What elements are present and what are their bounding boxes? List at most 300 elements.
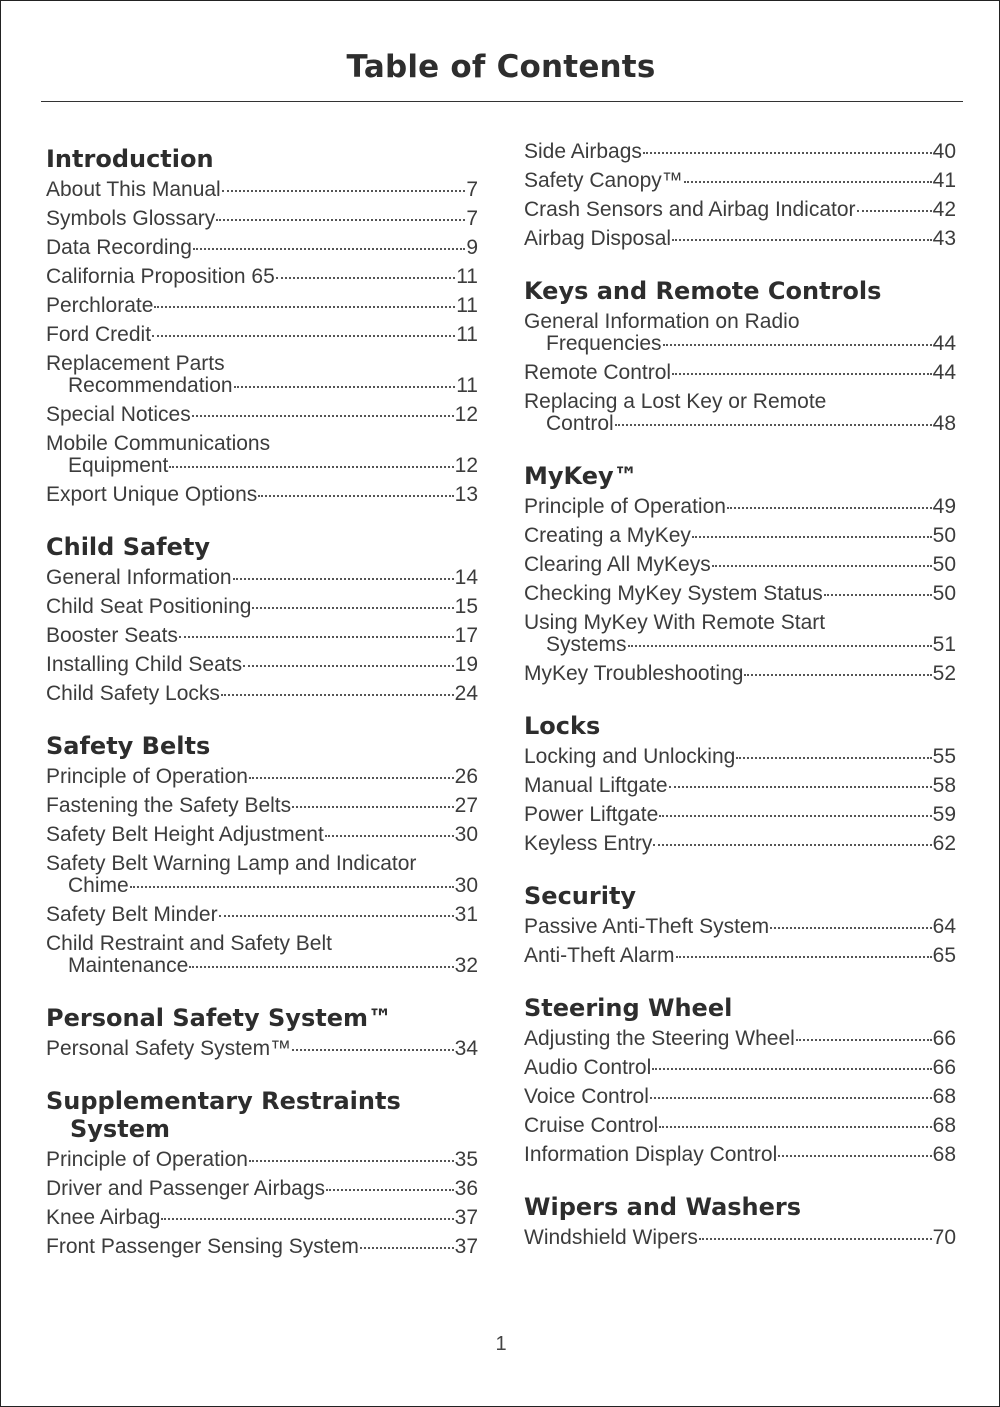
toc-entry-line — [46, 1034, 478, 1063]
toc-entry-label: Crash Sensors and Airbag Indicator — [524, 198, 856, 221]
toc-entry-label: Principle of Operation — [524, 495, 726, 518]
toc-entry[interactable] — [524, 1111, 956, 1140]
section-heading-text: Introduction — [46, 145, 214, 173]
toc-entry-label-continued: Frequencies — [546, 332, 662, 355]
toc-entry-page: 31 — [454, 903, 478, 926]
dot-leader — [692, 536, 932, 538]
toc-entry-line — [524, 358, 956, 387]
section-heading — [46, 1079, 478, 1143]
dot-leader — [796, 1039, 932, 1041]
toc-entry-label: Creating a MyKey — [524, 524, 691, 547]
section-heading — [524, 269, 956, 305]
dot-leader — [234, 386, 456, 388]
section-heading-text: Keys and Remote Controls — [524, 277, 882, 305]
toc-entry[interactable] — [524, 608, 956, 659]
toc-entry[interactable] — [46, 262, 478, 291]
toc-entry-label: Replacing a Lost Key or Remote — [524, 390, 827, 413]
toc-entry-page: 9 — [466, 236, 478, 259]
toc-entry[interactable] — [46, 400, 478, 429]
toc-entry-line — [524, 333, 956, 358]
toc-entry-label: MyKey Troubleshooting — [524, 662, 744, 685]
toc-entry-line — [524, 1024, 956, 1053]
toc-entry-label: Installing Child Seats — [46, 653, 243, 676]
toc-entry[interactable] — [46, 429, 478, 480]
dot-leader — [659, 815, 931, 817]
toc-entry-page: 65 — [932, 944, 956, 967]
dot-leader — [650, 1097, 932, 1099]
toc-entry-label: Audio Control — [524, 1056, 652, 1079]
toc-entry-label: General Information — [46, 566, 232, 589]
toc-entry[interactable] — [524, 358, 956, 387]
toc-entry[interactable] — [524, 195, 956, 224]
dot-leader — [222, 190, 466, 192]
page-title: Table of Contents — [346, 49, 656, 85]
toc-entry-label: Using MyKey With Remote Start — [524, 611, 826, 634]
toc-entry[interactable] — [46, 791, 478, 820]
toc-entry-page: 50 — [932, 553, 956, 576]
toc-entry[interactable] — [524, 521, 956, 550]
toc-entry-label: Driver and Passenger Airbags — [46, 1177, 325, 1200]
section-heading — [46, 525, 478, 561]
toc-entry-label: Child Seat Positioning — [46, 595, 252, 618]
toc-entry-label: Data Recording — [46, 236, 192, 259]
section-heading-text: Security — [524, 882, 637, 910]
toc-entry[interactable] — [524, 307, 956, 358]
dot-leader — [659, 1126, 931, 1128]
section-heading — [46, 724, 478, 760]
toc-entry-label: Locking and Unlocking — [524, 745, 736, 768]
dot-leader — [684, 181, 932, 183]
toc-entry-page: 17 — [454, 624, 478, 647]
toc-entry-line — [524, 800, 956, 829]
toc-entry-label: Mobile Communications — [46, 432, 271, 455]
dot-leader — [221, 694, 454, 696]
toc-entry[interactable] — [524, 1223, 956, 1252]
dot-leader — [744, 674, 931, 676]
dot-leader — [152, 335, 455, 337]
toc-entry-page: 13 — [454, 483, 478, 506]
toc-entry-line — [524, 941, 956, 970]
toc-entry-page: 37 — [454, 1206, 478, 1229]
toc-entry-page: 40 — [932, 140, 956, 163]
toc-entry-label-continued: Equipment — [68, 454, 169, 477]
toc-entry-line — [46, 955, 478, 980]
toc-entry[interactable] — [524, 941, 956, 970]
toc-entry-line — [46, 1174, 478, 1203]
toc-entry-label: Airbag Disposal — [524, 227, 672, 250]
toc-entry-page: 50 — [932, 524, 956, 547]
toc-entry-label: Fastening the Safety Belts — [46, 794, 292, 817]
dot-leader — [643, 152, 932, 154]
toc-entry-page: 59 — [932, 803, 956, 826]
toc-entry-line — [46, 480, 478, 509]
toc-entry-label: Personal Safety System™ — [46, 1037, 292, 1060]
section-heading-text: Locks — [524, 712, 601, 740]
dot-leader — [243, 665, 454, 667]
toc-entry-line — [46, 320, 478, 349]
toc-entry[interactable] — [524, 1082, 956, 1111]
toc-entry-label: Special Notices — [46, 403, 191, 426]
toc-entry-label: Power Liftgate — [524, 803, 659, 826]
toc-section — [524, 269, 956, 438]
toc-entry-label: California Proposition 65 — [46, 265, 275, 288]
toc-entry-line — [524, 137, 956, 166]
toc-entry-line — [524, 166, 956, 195]
dot-leader — [360, 1247, 454, 1249]
toc-entry-page: 66 — [932, 1027, 956, 1050]
toc-entry[interactable] — [46, 621, 478, 650]
toc-entry-line — [524, 1082, 956, 1111]
toc-entry-page: 26 — [454, 765, 478, 788]
toc-entry[interactable] — [524, 829, 956, 858]
section-heading-text: Supplementary Restraints — [46, 1087, 401, 1115]
toc-entry-page: 7 — [466, 207, 478, 230]
dot-leader — [663, 344, 932, 346]
toc-entry-line — [524, 579, 956, 608]
toc-entry-line — [46, 204, 478, 233]
dot-leader — [130, 886, 454, 888]
section-heading — [524, 454, 956, 490]
dot-leader — [676, 956, 932, 958]
toc-entry-line — [46, 875, 478, 900]
toc-entry[interactable] — [524, 1024, 956, 1053]
dot-leader — [699, 1238, 932, 1240]
toc-entry-line — [46, 455, 478, 480]
toc-entry[interactable] — [46, 233, 478, 262]
section-heading — [46, 996, 478, 1032]
dot-leader — [653, 844, 931, 846]
toc-section — [524, 137, 956, 253]
toc-entry-line — [46, 1145, 478, 1174]
toc-entry-label: Principle of Operation — [46, 765, 248, 788]
toc-entry-line — [524, 771, 956, 800]
toc-entry-page: 55 — [932, 745, 956, 768]
toc-entry[interactable] — [46, 1174, 478, 1203]
toc-entry[interactable] — [46, 650, 478, 679]
dot-leader — [652, 1068, 931, 1070]
section-heading-text: Wipers and Washers — [524, 1193, 802, 1221]
toc-entry-page: 32 — [454, 954, 478, 977]
toc-entry-line — [524, 912, 956, 941]
toc-entry-page: 11 — [456, 374, 478, 397]
toc-entry-page: 15 — [454, 595, 478, 618]
dot-leader — [292, 806, 454, 808]
toc-entry-line — [46, 592, 478, 621]
toc-entry-label: Remote Control — [524, 361, 672, 384]
toc-entry-page: 43 — [932, 227, 956, 250]
toc-entry-line — [524, 413, 956, 438]
toc-entry-page: 62 — [932, 832, 956, 855]
toc-entry-line — [46, 262, 478, 291]
toc-entry-line — [524, 1111, 956, 1140]
toc-entry-label-continued: Maintenance — [68, 954, 189, 977]
toc-entry[interactable] — [46, 849, 478, 900]
dot-leader — [824, 594, 932, 596]
toc-section — [46, 137, 478, 509]
toc-entry-label: Ford Credit — [46, 323, 152, 346]
toc-entry-line — [524, 1223, 956, 1252]
section-heading-text: MyKey™ — [524, 462, 638, 490]
toc-entry-page: 12 — [454, 454, 478, 477]
toc-entry[interactable] — [524, 912, 956, 941]
toc-entry-page: 11 — [456, 323, 478, 346]
toc-section — [524, 454, 956, 688]
dot-leader — [193, 248, 465, 250]
toc-section — [524, 874, 956, 970]
toc-entry[interactable] — [524, 800, 956, 829]
toc-entry[interactable] — [46, 1203, 478, 1232]
toc-entry-page: 49 — [932, 495, 956, 518]
toc-entry[interactable] — [46, 349, 478, 400]
toc-entry-page: 42 — [932, 198, 956, 221]
toc-entry-line — [46, 679, 478, 708]
toc-entry-label: Windshield Wipers — [524, 1226, 698, 1249]
toc-entry[interactable] — [524, 659, 956, 688]
toc-entry-page: 11 — [456, 294, 478, 317]
toc-entry-label: About This Manual — [46, 178, 221, 201]
toc-entry-label: Booster Seats — [46, 624, 178, 647]
dot-leader — [189, 966, 453, 968]
toc-entry[interactable] — [46, 592, 478, 621]
toc-entry-page: 30 — [454, 823, 478, 846]
toc-left-column — [46, 137, 478, 1277]
toc-section — [46, 996, 478, 1063]
dot-leader — [857, 210, 932, 212]
toc-entry-label: Anti-Theft Alarm — [524, 944, 675, 967]
toc-entry-label-continued: Systems — [546, 633, 627, 656]
dot-leader — [292, 1049, 454, 1051]
toc-entry-label-continued: Chime — [68, 874, 129, 897]
toc-entry[interactable] — [524, 550, 956, 579]
toc-entry-label: Replacement Parts — [46, 352, 225, 375]
toc-right-column — [524, 137, 956, 1268]
toc-entry-page: 19 — [454, 653, 478, 676]
toc-entry[interactable] — [524, 137, 956, 166]
toc-entry-label: Voice Control — [524, 1085, 649, 1108]
toc-entry-page: 35 — [454, 1148, 478, 1171]
toc-entry[interactable] — [524, 742, 956, 771]
dot-leader — [219, 915, 454, 917]
toc-entry-line — [46, 175, 478, 204]
toc-section — [46, 525, 478, 708]
toc-entry-page: 70 — [932, 1226, 956, 1249]
toc-section — [46, 724, 478, 980]
toc-entry-line — [524, 521, 956, 550]
toc-entry-line — [46, 1203, 478, 1232]
toc-entry[interactable] — [46, 291, 478, 320]
dot-leader — [672, 373, 932, 375]
section-heading — [46, 137, 478, 173]
toc-entry[interactable] — [46, 320, 478, 349]
toc-entry[interactable] — [524, 1053, 956, 1082]
toc-entry-page: 30 — [454, 874, 478, 897]
toc-entry-page: 41 — [932, 169, 956, 192]
toc-entry-page: 64 — [932, 915, 956, 938]
dot-leader — [169, 466, 453, 468]
toc-entry-label: Checking MyKey System Status — [524, 582, 823, 605]
dot-leader — [727, 507, 932, 509]
dot-leader — [276, 277, 455, 279]
toc-section — [524, 704, 956, 858]
toc-entry-page: 36 — [454, 1177, 478, 1200]
toc-entry[interactable] — [46, 900, 478, 929]
toc-entry-line — [46, 762, 478, 791]
toc-entry-line — [46, 900, 478, 929]
toc-entry-page: 52 — [932, 662, 956, 685]
toc-entry-line — [46, 375, 478, 400]
section-heading-text: Steering Wheel — [524, 994, 733, 1022]
toc-entry-line — [524, 195, 956, 224]
toc-entry-line — [524, 829, 956, 858]
toc-entry-label: Clearing All MyKeys — [524, 553, 711, 576]
dot-leader — [325, 835, 454, 837]
toc-entry-label-continued: Recommendation — [68, 374, 233, 397]
toc-entry-label: Safety Belt Minder — [46, 903, 218, 926]
toc-entry-line — [46, 400, 478, 429]
toc-entry[interactable] — [46, 679, 478, 708]
toc-entry-label: Front Passenger Sensing System — [46, 1235, 359, 1258]
toc-entry-label-continued: Control — [546, 412, 614, 435]
section-heading-text: Safety Belts — [46, 732, 211, 760]
toc-entry-label: Export Unique Options — [46, 483, 258, 506]
toc-entry[interactable] — [524, 387, 956, 438]
dot-leader — [326, 1189, 454, 1191]
toc-entry-line — [46, 791, 478, 820]
toc-entry-label: Adjusting the Steering Wheel — [524, 1027, 795, 1050]
toc-entry-page: 14 — [454, 566, 478, 589]
toc-entry-page: 68 — [932, 1143, 956, 1166]
toc-entry-page: 58 — [932, 774, 956, 797]
toc-entry-line — [46, 1232, 478, 1261]
toc-entry-label: Safety Belt Warning Lamp and Indicator — [46, 852, 417, 875]
toc-section — [524, 1185, 956, 1252]
toc-entry-label: Perchlorate — [46, 294, 154, 317]
toc-entry-page: 11 — [456, 265, 478, 288]
dot-leader — [672, 239, 932, 241]
toc-entry[interactable] — [46, 175, 478, 204]
toc-entry-line — [46, 563, 478, 592]
toc-entry[interactable] — [524, 224, 956, 253]
dot-leader — [778, 1155, 931, 1157]
toc-entry-label: Safety Canopy™ — [524, 169, 683, 192]
dot-leader — [249, 777, 454, 779]
toc-entry[interactable] — [46, 1034, 478, 1063]
toc-entry-line — [46, 621, 478, 650]
toc-entry[interactable] — [46, 820, 478, 849]
toc-entry-line — [524, 1140, 956, 1169]
section-heading — [524, 704, 956, 740]
dot-leader — [770, 927, 932, 929]
toc-section — [46, 1079, 478, 1261]
toc-entry-line — [46, 291, 478, 320]
dot-leader — [252, 607, 453, 609]
toc-entry[interactable] — [46, 762, 478, 791]
toc-entry-label: Knee Airbag — [46, 1206, 161, 1229]
toc-entry-page: 48 — [932, 412, 956, 435]
toc-entry-page: 7 — [466, 178, 478, 201]
page-number: 1 — [495, 1333, 507, 1355]
toc-entry-label: Symbols Glossary — [46, 207, 216, 230]
dot-leader — [615, 424, 932, 426]
dot-leader — [712, 565, 932, 567]
toc-entry-page: 27 — [454, 794, 478, 817]
toc-entry-page: 24 — [454, 682, 478, 705]
toc-entry[interactable] — [46, 1145, 478, 1174]
toc-entry-label: Passive Anti-Theft System — [524, 915, 770, 938]
toc-entry-line — [524, 659, 956, 688]
toc-entry-line — [46, 820, 478, 849]
toc-entry-page: 37 — [454, 1235, 478, 1258]
dot-leader — [192, 415, 454, 417]
toc-entry[interactable] — [524, 1140, 956, 1169]
toc-entry-label: Principle of Operation — [46, 1148, 248, 1171]
toc-entry[interactable] — [524, 166, 956, 195]
toc-entry-line — [46, 233, 478, 262]
dot-leader — [258, 495, 453, 497]
toc-entry-label: General Information on Radio — [524, 310, 800, 333]
toc-entry[interactable] — [524, 579, 956, 608]
toc-entry[interactable] — [46, 929, 478, 980]
section-heading — [524, 986, 956, 1022]
section-heading-text: Personal Safety System™ — [46, 1004, 392, 1032]
dot-leader — [669, 786, 932, 788]
toc-entry-page: 51 — [932, 633, 956, 656]
dot-leader — [216, 219, 465, 221]
toc-entry-page: 68 — [932, 1085, 956, 1108]
toc-entry-line — [524, 634, 956, 659]
toc-entry-label: Keyless Entry — [524, 832, 653, 855]
toc-entry-label: Safety Belt Height Adjustment — [46, 823, 324, 846]
title-divider — [41, 101, 963, 102]
toc-section — [524, 986, 956, 1169]
toc-entry-line — [524, 550, 956, 579]
toc-entry-label: Child Safety Locks — [46, 682, 220, 705]
toc-entry-label: Cruise Control — [524, 1114, 659, 1137]
dot-leader — [179, 636, 454, 638]
toc-entry[interactable] — [524, 492, 956, 521]
toc-entry-page: 44 — [932, 361, 956, 384]
toc-entry-page: 50 — [932, 582, 956, 605]
toc-entry-line — [46, 650, 478, 679]
dot-leader — [161, 1218, 453, 1220]
dot-leader — [628, 645, 932, 647]
toc-entry-line — [524, 1053, 956, 1082]
toc-entry-label: Information Display Control — [524, 1143, 778, 1166]
toc-entry-line — [524, 224, 956, 253]
toc-entry[interactable] — [46, 563, 478, 592]
toc-entry-page: 68 — [932, 1114, 956, 1137]
section-heading-text: Child Safety — [46, 533, 211, 561]
section-heading — [524, 1185, 956, 1221]
toc-entry[interactable] — [524, 771, 956, 800]
toc-entry-line — [524, 492, 956, 521]
toc-entry-label: Manual Liftgate — [524, 774, 668, 797]
toc-entry-line — [524, 742, 956, 771]
dot-leader — [154, 306, 455, 308]
toc-entry-page: 44 — [932, 332, 956, 355]
toc-entry-page: 12 — [454, 403, 478, 426]
toc-entry-label: Side Airbags — [524, 140, 642, 163]
dot-leader — [736, 757, 931, 759]
toc-entry[interactable] — [46, 1232, 478, 1261]
dot-leader — [233, 578, 454, 580]
toc-entry-page: 34 — [454, 1037, 478, 1060]
toc-entry[interactable] — [46, 480, 478, 509]
dot-leader — [249, 1160, 454, 1162]
section-heading — [524, 874, 956, 910]
toc-entry[interactable] — [46, 204, 478, 233]
section-heading-continuation: System — [70, 1115, 170, 1143]
